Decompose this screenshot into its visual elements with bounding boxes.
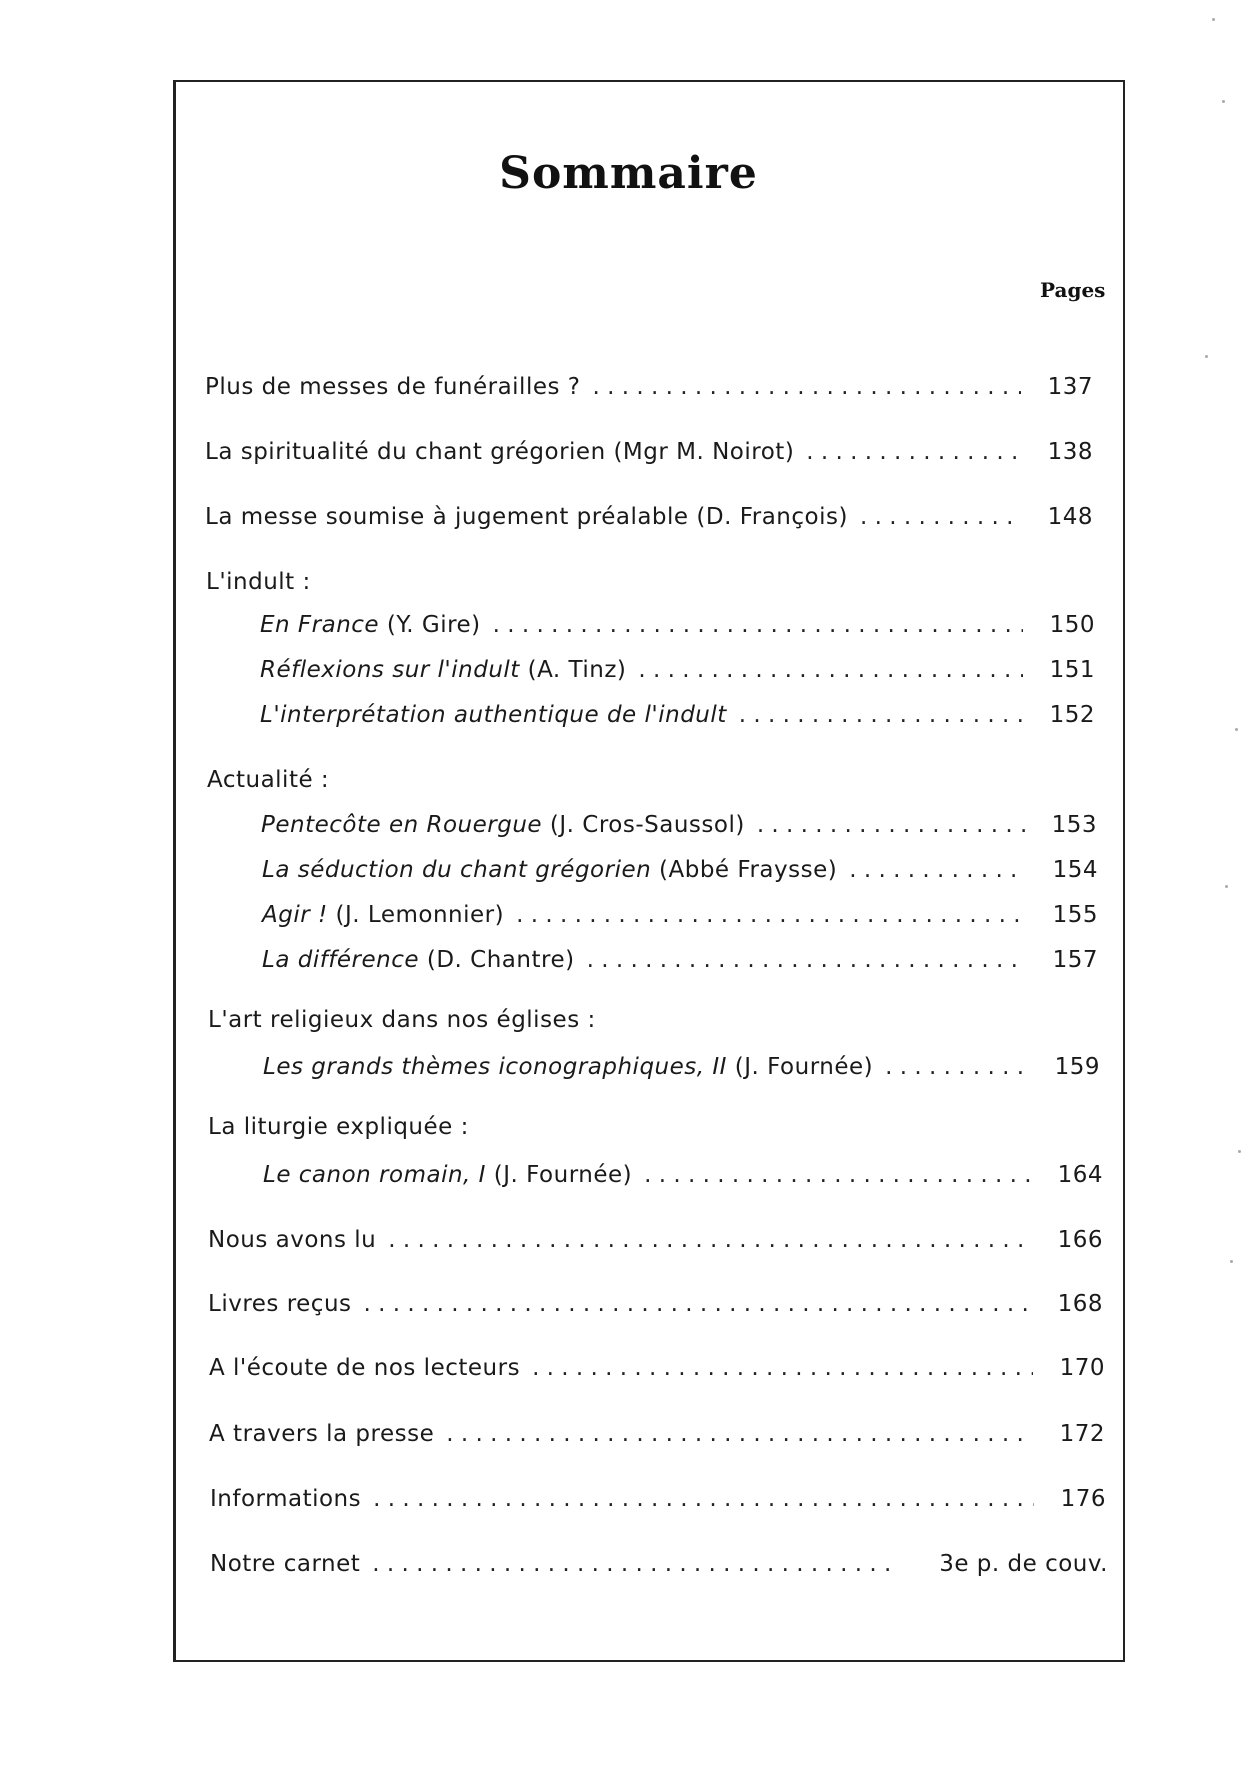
- toc-entry-italic: Pentecôte en Rouergue: [261, 812, 543, 838]
- toc-entry-page: 155: [1052, 902, 1098, 928]
- dot-leader: [638, 655, 1023, 685]
- pages-column-header: Pages: [1040, 278, 1106, 302]
- toc-entry-page: 170: [1059, 1355, 1105, 1381]
- toc-entry-title: [260, 610, 481, 640]
- toc-entry[interactable]: [205, 372, 1093, 402]
- dot-leader: [806, 437, 1021, 467]
- scan-speck: [1222, 100, 1225, 103]
- toc-entry-author: (J. Cros-Saussol): [542, 812, 745, 838]
- toc-entry-italic: La séduction du chant grégorien: [262, 857, 652, 883]
- toc-entry-italic: L'interprétation authentique de l'indult: [260, 702, 727, 728]
- toc-entry[interactable]: [209, 1419, 1105, 1449]
- toc-entry-author: (J. Fournée): [726, 1054, 874, 1080]
- toc-entry[interactable]: [205, 502, 1093, 532]
- toc-entry-author: (A. Tinz): [519, 657, 627, 683]
- dot-leader: [516, 900, 1026, 930]
- toc-subentry[interactable]: [262, 945, 1098, 975]
- toc-entry-author: (Abbé Fraysse): [651, 857, 838, 883]
- toc-entry-author: (D. Chantre): [419, 947, 575, 973]
- scan-speck: [1205, 355, 1208, 358]
- toc-entry-title: La messe soumise à jugement préalable (D. François): [205, 504, 848, 530]
- dot-leader: [388, 1225, 1031, 1255]
- toc-section-heading: L'indult :: [206, 569, 311, 595]
- toc-subentry[interactable]: [263, 1160, 1103, 1190]
- toc-entry-author: (Y. Gire): [379, 612, 481, 638]
- toc-entry-page: 153: [1051, 812, 1097, 838]
- dot-leader: [587, 945, 1026, 975]
- toc-entry-page: 172: [1059, 1421, 1105, 1447]
- toc-entry-title: [261, 810, 745, 840]
- toc-entry-page: 150: [1049, 612, 1095, 638]
- toc-entry-title: [262, 900, 504, 930]
- toc-entry-italic: Agir !: [262, 902, 328, 928]
- toc-entry[interactable]: [210, 1484, 1106, 1514]
- toc-entry-page: 154: [1052, 857, 1098, 883]
- toc-entry-title: [260, 655, 626, 685]
- dot-leader: [364, 1289, 1031, 1319]
- toc-entry-author: (J. Lemonnier): [327, 902, 505, 928]
- scan-speck: [1230, 1260, 1233, 1263]
- toc-entry-title: A l'écoute de nos lecteurs: [209, 1355, 521, 1381]
- toc-entry-page: 166: [1057, 1227, 1103, 1253]
- dot-leader: [373, 1484, 1034, 1514]
- toc-entry-title: Informations: [210, 1486, 362, 1512]
- scan-speck: [1212, 18, 1215, 21]
- scan-speck: [1235, 728, 1238, 731]
- toc-entry-italic: En France: [260, 612, 380, 638]
- scan-speck: [1238, 1150, 1241, 1153]
- toc-entry-page: 157: [1052, 947, 1098, 973]
- toc-entry[interactable]: [210, 1549, 1108, 1579]
- dot-leader: [446, 1419, 1033, 1449]
- dot-leader: [757, 810, 1025, 840]
- toc-subentry[interactable]: [262, 900, 1098, 930]
- toc-entry-page: 168: [1057, 1291, 1103, 1317]
- dot-leader: [739, 700, 1023, 730]
- toc-entry-italic: Les grands thèmes iconographiques, II: [263, 1054, 727, 1080]
- toc-entry-title: [262, 945, 575, 975]
- toc-entry-title: Notre carnet: [210, 1551, 361, 1577]
- toc-subentry[interactable]: [262, 855, 1098, 885]
- toc-entry-page: 137: [1047, 374, 1093, 400]
- toc-entry[interactable]: [205, 437, 1093, 467]
- dot-leader: [644, 1160, 1031, 1190]
- toc-entry-page: 148: [1047, 504, 1093, 530]
- toc-subentry[interactable]: [260, 655, 1095, 685]
- toc-entry-title: Plus de messes de funérailles ?: [205, 374, 581, 400]
- toc-entry-title: Nous avons lu: [208, 1227, 377, 1253]
- toc-entry-author: (J. Fournée): [485, 1162, 633, 1188]
- dot-leader: [885, 1052, 1028, 1082]
- toc-subentry[interactable]: [261, 810, 1097, 840]
- toc-entry-italic: La différence: [262, 947, 420, 973]
- toc-entry-page: 3e p. de couv.: [939, 1551, 1108, 1577]
- toc-entry-page: 159: [1054, 1054, 1100, 1080]
- scan-speck: [1225, 885, 1228, 888]
- dot-leader: [493, 610, 1023, 640]
- toc-subentry[interactable]: [260, 610, 1095, 640]
- toc-entry-title: [260, 700, 727, 730]
- toc-entry-page: 138: [1047, 439, 1093, 465]
- toc-entry-title: [263, 1052, 873, 1082]
- toc-entry[interactable]: [208, 1225, 1103, 1255]
- toc-entry[interactable]: [208, 1289, 1103, 1319]
- toc-section-heading: La liturgie expliquée :: [208, 1114, 469, 1140]
- toc-entry-italic: Réflexions sur l'indult: [260, 657, 520, 683]
- dot-leader: [532, 1353, 1033, 1383]
- dot-leader: [372, 1549, 899, 1579]
- dot-leader: [860, 502, 1021, 532]
- toc-entry-title: A travers la presse: [209, 1421, 435, 1447]
- dot-leader: [593, 372, 1022, 402]
- toc-entry-title: [262, 855, 837, 885]
- toc-entry-title: Livres reçus: [208, 1291, 352, 1317]
- toc-entry-page: 164: [1057, 1162, 1103, 1188]
- dot-leader: [849, 855, 1026, 885]
- toc-entry[interactable]: [209, 1353, 1105, 1383]
- page-title: Sommaire: [499, 148, 758, 199]
- toc-subentry[interactable]: [260, 700, 1095, 730]
- toc-entry-page: 151: [1049, 657, 1095, 683]
- toc-entry-title: [263, 1160, 632, 1190]
- toc-subentry[interactable]: [263, 1052, 1100, 1082]
- toc-entry-page: 152: [1049, 702, 1095, 728]
- toc-entry-page: 176: [1060, 1486, 1106, 1512]
- toc-entry-title: La spiritualité du chant grégorien (Mgr M. Noirot): [205, 439, 795, 465]
- toc-section-heading: L'art religieux dans nos églises :: [208, 1007, 596, 1033]
- toc-entry-italic: Le canon romain, I: [263, 1162, 486, 1188]
- toc-section-heading: Actualité :: [207, 767, 330, 793]
